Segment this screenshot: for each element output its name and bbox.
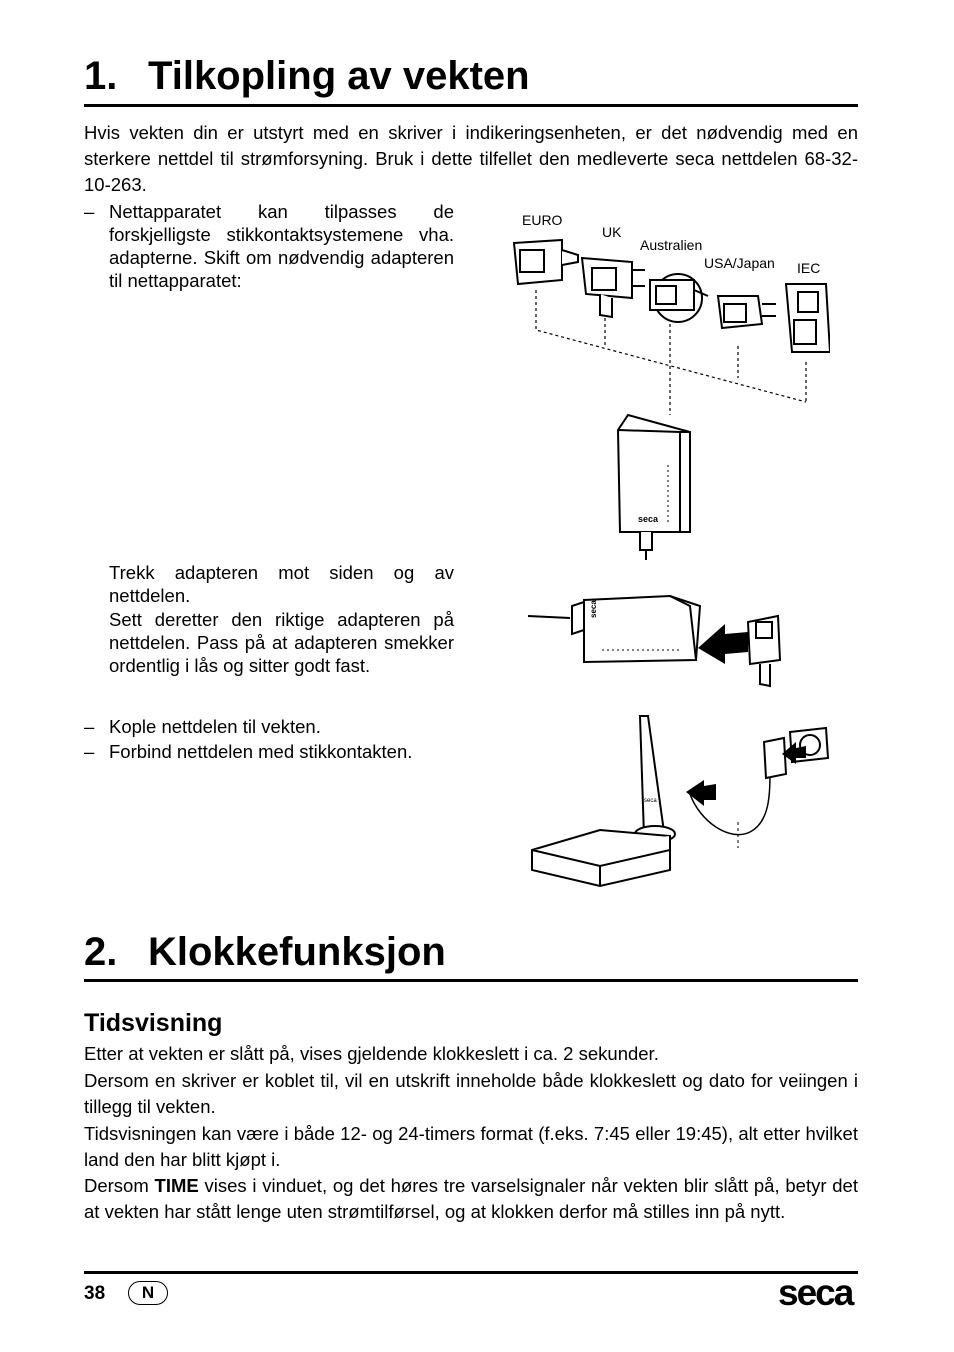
scale-connection-illustration xyxy=(520,712,830,894)
device-brand: seca xyxy=(638,514,659,524)
section2-rule xyxy=(84,979,858,982)
section2-subtitle: Tidsvisning xyxy=(84,1009,223,1037)
device-brand: seca xyxy=(589,600,598,618)
para4-text: Dersom xyxy=(84,1175,155,1196)
language-badge: N xyxy=(128,1281,168,1305)
section2-para2: Dersom en skriver er koblet til, vil en utskrift inneholde både klokkeslett og dato for veiingen i tillegg til vekten. xyxy=(84,1070,858,1117)
para4-text: vises i vinduet, og det høres tre varselsignaler når vekten blir slått på, betyr det at vekten har stått lenge uten strømtilførsel, og at klokken derfor må stilles inn på nytt. xyxy=(84,1175,858,1222)
bullet-dash: – xyxy=(84,741,95,762)
adapter-exchange-illustration xyxy=(520,578,790,698)
label-australien: Australien xyxy=(640,237,703,253)
section2-para1: Etter at vekten er slått på, vises gjeldende klokkeslett i ca. 2 sekunder. xyxy=(84,1043,659,1064)
step-text-attach: Sett deretter den riktige adapteren på nettdelen. Pass på at adapteren smekker ordentlig i lås og sitter godt fast. xyxy=(109,609,454,676)
time-keyword: TIME xyxy=(154,1175,199,1196)
section2-para3: Tidsvisningen kan være i både 12- og 24-timers format (f.eks. 7:45 eller 19:45), alt etter hvilket land den har blitt kjøpt i. xyxy=(84,1123,858,1170)
label-iec: IEC xyxy=(797,260,821,276)
power-supply-side-icon xyxy=(528,596,700,662)
section2-heading xyxy=(84,932,446,972)
section1-number: 1. xyxy=(84,54,118,98)
device-brand: seca xyxy=(644,798,657,804)
label-uk: UK xyxy=(602,224,622,240)
seca-logo: seca xyxy=(778,1272,853,1313)
bullet1-text: Nettapparatet kan tilpasses de forskjelligste stikkontaktsystemene vha. adapterne. Skift om nødvendig adapteren til nettapparatet: xyxy=(109,201,454,291)
arrow-left-icon xyxy=(686,780,716,806)
power-supply-icon xyxy=(618,415,690,560)
section1-heading xyxy=(84,56,530,96)
arrow-left-icon xyxy=(698,624,748,664)
page-number: 38 xyxy=(84,1283,106,1304)
section1-title: Tilkopling av vekten xyxy=(148,54,530,98)
adapter-illustration xyxy=(500,200,830,560)
usa-japan-adapter-icon xyxy=(718,296,776,328)
iec-adapter-icon xyxy=(786,284,830,352)
section2-number: 2. xyxy=(84,930,118,974)
label-usa-japan: USA/Japan xyxy=(704,255,775,271)
section2-para4 xyxy=(84,1173,858,1225)
section1-rule xyxy=(84,104,858,107)
section1-intro: Hvis vekten din er utstyrt med en skriver i indikeringsenheten, er det nødvendig med en sterkere nettdel til strømforsyning. Bruk i dette tilfellet den medleverte seca nettdelen 68-32-10-263. xyxy=(84,122,858,195)
label-euro: EURO xyxy=(522,212,563,228)
uk-adapter-icon xyxy=(582,258,645,317)
bullet3-text: Forbind nettdelen med stikkontakten. xyxy=(109,741,413,762)
euro-adapter-icon xyxy=(514,240,578,284)
bullet2-text: Kople nettdelen til vekten. xyxy=(109,716,321,737)
step-text-remove: Trekk adapteren mot siden og av nettdelen. xyxy=(109,562,454,606)
footer-rule xyxy=(84,1271,858,1274)
bullet-dash: – xyxy=(84,201,95,222)
australien-adapter-icon xyxy=(650,274,708,322)
bullet-dash: – xyxy=(84,716,95,737)
detached-adapter-icon xyxy=(748,616,780,686)
section2-title: Klokkefunksjon xyxy=(148,930,446,974)
